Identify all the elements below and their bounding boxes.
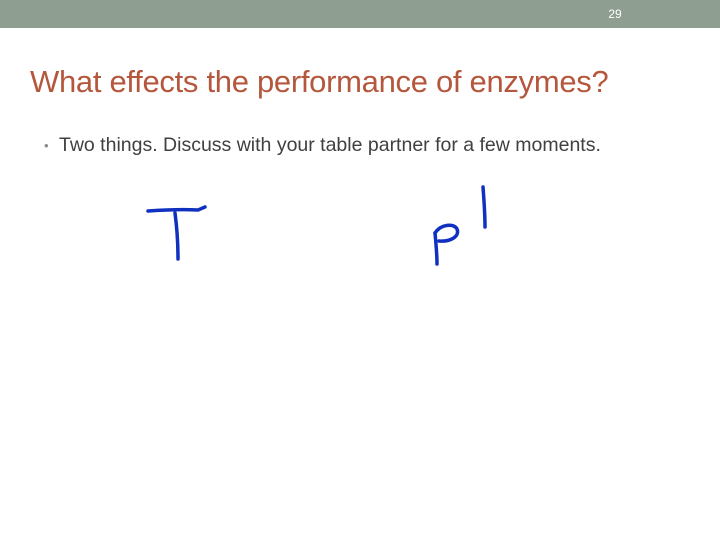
handwritten-ph xyxy=(435,187,485,264)
bullet-text: Two things. Discuss with your table partner for a few moments. xyxy=(59,134,601,156)
bullet-marker: • xyxy=(44,138,49,153)
slide-title: What effects the performance of enzymes? xyxy=(30,64,609,99)
handwritten-t xyxy=(148,207,205,259)
handwritten-p-bowl xyxy=(435,225,458,241)
slide-number: 29 xyxy=(608,7,622,21)
handwritten-h-stroke xyxy=(483,187,485,227)
handwritten-p-stem xyxy=(435,233,437,264)
handwritten-t-stem xyxy=(175,213,178,259)
handwritten-t-crossbar xyxy=(148,207,205,211)
